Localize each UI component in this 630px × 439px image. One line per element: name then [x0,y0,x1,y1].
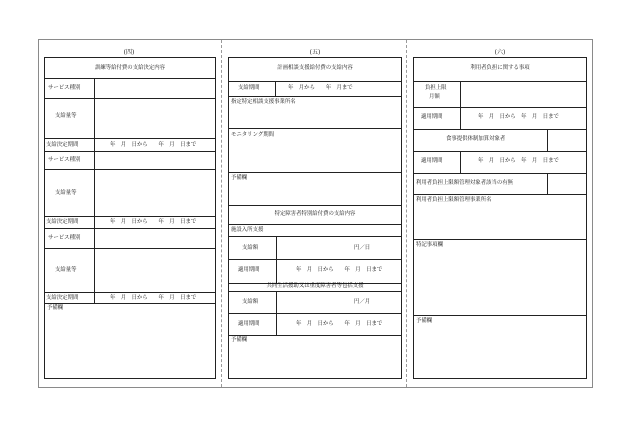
col5-apply-period-label-2: 適用期間 [238,321,260,327]
fold-line-1 [221,40,222,387]
col6-cap-label-2: 月額 [429,94,440,100]
col5-label-divider [275,81,276,96]
col4-divider [44,216,216,217]
col6-divider [413,173,587,174]
col4-divider [44,78,216,79]
col5-apply-period-value-1: 年 月 日から 年 月 日まで [296,267,383,273]
col6-divider [413,315,587,316]
col6-divider [413,129,587,130]
fold-line-2 [406,40,407,387]
col5-monthly-amount-label: 支給額 [242,299,259,305]
col5-divider [228,236,402,237]
col5-number: (五) [309,49,321,56]
col5-divider [228,335,402,336]
col4-amount-label-1: 支給量等 [55,113,77,119]
col4-period-label-1: 支給決定期間 [46,142,79,148]
col6-cap-mgmt-provider-label: 利用者負担上限額管理事業所名 [416,197,492,203]
col5-divider [228,128,402,129]
col4-number: (四) [123,49,135,56]
col4-table [44,57,216,379]
col5-monitoring-label: モニタリング期間 [231,132,275,138]
col6-cap-label-1: 負担上限 [425,85,447,91]
col6-divider [413,239,587,240]
col5-divider [228,205,402,206]
col6-label-divider [460,151,461,173]
col5-notes2-label: 予備欄 [231,337,248,343]
col5-apply-period-value-2: 年 月 日から 年 月 日まで [296,321,383,327]
col4-label-divider [94,78,95,156]
col6-apply-period-value-2: 年 月 日から 年 月 日まで [478,158,559,164]
col4-period-label-3: 支給決定期間 [46,295,79,301]
col4-notes-label: 予備欄 [47,305,64,311]
col4-period-value-3: 年 月 日から 年 月 日まで [110,295,197,301]
col4-period-value-1: 年 月 日から 年 月 日まで [110,142,197,148]
col5-divider [228,313,402,314]
col5-divider [228,291,402,292]
col4-service-type-label-3: サービス種別 [48,235,81,241]
col4-divider [44,169,216,170]
col6-table [413,57,587,379]
col5-provider-label: 指定特定相談支援事業所名 [231,99,296,105]
col5-payment-period-label: 支給期間 [238,85,260,91]
col4-divider [44,228,216,229]
col4-period-value-2: 年 月 日から 年 月 日まで [110,219,197,225]
col4-divider [44,248,216,249]
col4-amount-label-2: 支給量等 [55,190,77,196]
col6-label-divider [547,129,548,151]
col4-divider [44,138,216,139]
col5-divider [228,259,402,260]
col6-divider [413,151,587,152]
col5-notes-label: 予備欄 [231,175,248,181]
col5-heading: 計画相談支援給付費の支給内容 [277,65,353,71]
col5-daily-amount-value: 円／日 [354,245,371,251]
col5-divider [228,96,402,97]
col4-amount-label-3: 支給量等 [55,267,77,273]
col5-divider [228,224,402,225]
col6-special-notes-label: 特記事項欄 [416,242,443,248]
col4-heading: 訓練等給付費の支給決定内容 [94,65,166,71]
col5-payment-period-value: 年 月から 年 月まで [288,85,353,91]
col6-divider [413,107,587,108]
col6-divider [413,194,587,195]
col6-heading: 利用者負担に関する事項 [470,65,530,71]
col6-label-divider [460,81,461,129]
col4-divider [44,98,216,99]
col4-period-label-2: 支給決定期間 [46,219,79,225]
col5-apply-period-label-1: 適用期間 [238,267,260,273]
col5-monthly-amount-value: 円／月 [354,299,371,305]
col4-divider [44,292,216,293]
col6-apply-period-label-2: 適用期間 [421,158,443,164]
col4-divider [44,303,216,304]
col5-group-home-label: 共同生活援助又は重度障害者等包括支援 [266,283,364,289]
col5-special-heading: 特定障害者特別給付費の支給内容 [274,211,356,217]
col6-label-divider [547,173,548,194]
col4-service-type-label-1: サービス種別 [48,85,81,91]
col6-divider [413,81,587,82]
col6-number: (六) [494,49,506,56]
col4-divider [44,151,216,152]
col5-daily-amount-label: 支給額 [242,245,259,251]
col5-divider [228,81,402,82]
col6-cap-mgmt-label: 利用者負担上限額管理対象者該当の有無 [416,180,514,186]
col4-service-type-label-2: サービス種別 [48,157,81,163]
col6-apply-period-label-1: 適用期間 [421,114,443,120]
col5-divider [228,172,402,173]
col6-apply-period-value-1: 年 月 日から 年 月 日まで [478,114,559,120]
col6-notes-label: 予備欄 [416,318,433,324]
col5-facility-label: 施設入所支援 [231,227,264,233]
col6-meal-label: 食事提供体制加算対象者 [446,136,506,142]
